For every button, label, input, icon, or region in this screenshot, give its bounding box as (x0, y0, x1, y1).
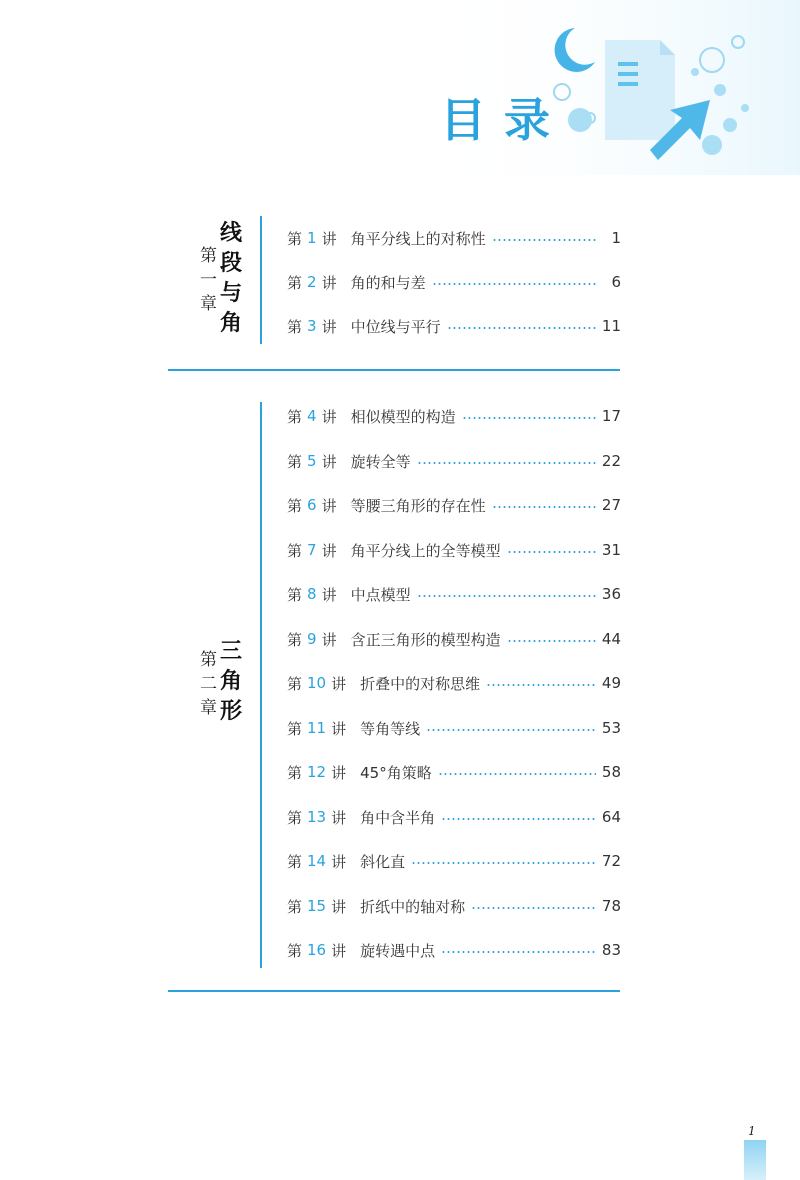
toc-entry-page: 1 (611, 229, 621, 247)
toc-entry-page: 36 (601, 585, 621, 603)
toc-entry-page: 27 (601, 496, 621, 514)
leader-dots (507, 551, 596, 553)
toc-entry-page: 11 (601, 317, 621, 335)
toc-entry[interactable]: 第 16 讲 旋转遇中点 83 (287, 941, 621, 960)
toc-entry-title: 相似模型的构造 (350, 407, 456, 426)
leader-dots (492, 506, 596, 508)
toc-entry-page: 58 (601, 763, 621, 781)
toc-entry[interactable]: 第 12 讲 45°角策略 58 (287, 763, 621, 782)
toc-entry[interactable]: 第 1 讲 角平分线上的对称性 1 (287, 229, 621, 248)
toc-entry-page: 44 (601, 630, 621, 648)
toc-entry[interactable]: 第 3 讲 中位线与平行 11 (287, 317, 621, 336)
toc-entry-title: 含正三角形的模型构造 (350, 630, 501, 649)
toc-entry-title: 角中含半角 (360, 808, 436, 827)
toc-entry-title: 中点模型 (350, 585, 411, 604)
leader-dots (447, 327, 596, 329)
toc-entry[interactable]: 第 11 讲 等角等线 53 (287, 719, 621, 738)
toc-entry-page: 53 (601, 719, 621, 737)
toc-entry[interactable]: 第 15 讲 折纸中的轴对称 78 (287, 897, 621, 916)
toc-entry-title: 角的和与差 (350, 273, 426, 292)
leader-dots (486, 684, 596, 686)
toc-entry[interactable]: 第 4 讲 相似模型的构造 17 (287, 407, 621, 426)
toc-entry-page: 31 (601, 541, 621, 559)
leader-dots (411, 862, 596, 864)
chapter-separator (168, 369, 620, 371)
toc-entry-title: 折叠中的对称思维 (360, 674, 481, 693)
toc-entry-title: 中位线与平行 (350, 317, 441, 336)
toc-entry-title: 角平分线上的全等模型 (350, 541, 501, 560)
chapter-1-title: 线 段 与 角 (220, 220, 243, 336)
toc-entry-title: 旋转遇中点 (360, 941, 436, 960)
toc-entry-page: 83 (601, 941, 621, 959)
leader-dots (441, 951, 596, 953)
leader-dots (438, 773, 596, 775)
toc-entry[interactable]: 第 6 讲 等腰三角形的存在性 27 (287, 496, 621, 515)
chapter-2-title: 三 角 形 (220, 638, 243, 724)
toc-entry-title: 斜化直 (360, 852, 406, 871)
toc-entry-title: 折纸中的轴对称 (360, 897, 466, 916)
leader-dots (432, 283, 597, 285)
leader-dots (471, 907, 596, 909)
toc-entry[interactable]: 第 13 讲 角中含半角 64 (287, 808, 621, 827)
toc-entry-title: 旋转全等 (350, 452, 411, 471)
toc-entry[interactable]: 第 7 讲 角平分线上的全等模型 31 (287, 541, 621, 560)
toc-entry[interactable]: 第 5 讲 旋转全等 22 (287, 452, 621, 471)
leader-dots (441, 818, 596, 820)
toc-entry[interactable]: 第 10 讲 折叠中的对称思维 49 (287, 674, 621, 693)
leader-dots (462, 417, 596, 419)
toc-entry[interactable]: 第 14 讲 斜化直 72 (287, 852, 621, 871)
leader-dots (492, 239, 597, 241)
leader-dots (417, 462, 596, 464)
toc-entry-page: 64 (601, 808, 621, 826)
toc-entry-page: 22 (601, 452, 621, 470)
chapter-separator (168, 990, 620, 992)
toc-entry-page: 49 (601, 674, 621, 692)
toc-entry-page: 6 (611, 273, 621, 291)
leader-dots (507, 640, 596, 642)
toc-entry-title: 角平分线上的对称性 (350, 229, 486, 248)
document-icon (605, 40, 675, 140)
toc-entry-title: 45°角策略 (360, 763, 432, 782)
toc-entry-page: 78 (601, 897, 621, 915)
leader-dots (426, 729, 596, 731)
chapter-2-label: 第 二 章 (200, 650, 217, 718)
chapter-2-divider (260, 402, 262, 968)
corner-tab-decoration (744, 1140, 766, 1180)
toc-entry[interactable]: 第 8 讲 中点模型 36 (287, 585, 621, 604)
page-title: 目录 (440, 93, 568, 147)
toc-entry-title: 等角等线 (360, 719, 421, 738)
toc-entry-title: 等腰三角形的存在性 (350, 496, 486, 515)
page-number: 1 (748, 1124, 756, 1138)
toc-entry[interactable]: 第 2 讲 角的和与差 6 (287, 273, 621, 292)
toc-entry-page: 17 (601, 407, 621, 425)
leader-dots (417, 595, 596, 597)
toc-entry-page: 72 (601, 852, 621, 870)
chapter-1-label: 第 一 章 (200, 246, 217, 314)
toc-entry[interactable]: 第 9 讲 含正三角形的模型构造 44 (287, 630, 621, 649)
chapter-1-divider (260, 216, 262, 344)
